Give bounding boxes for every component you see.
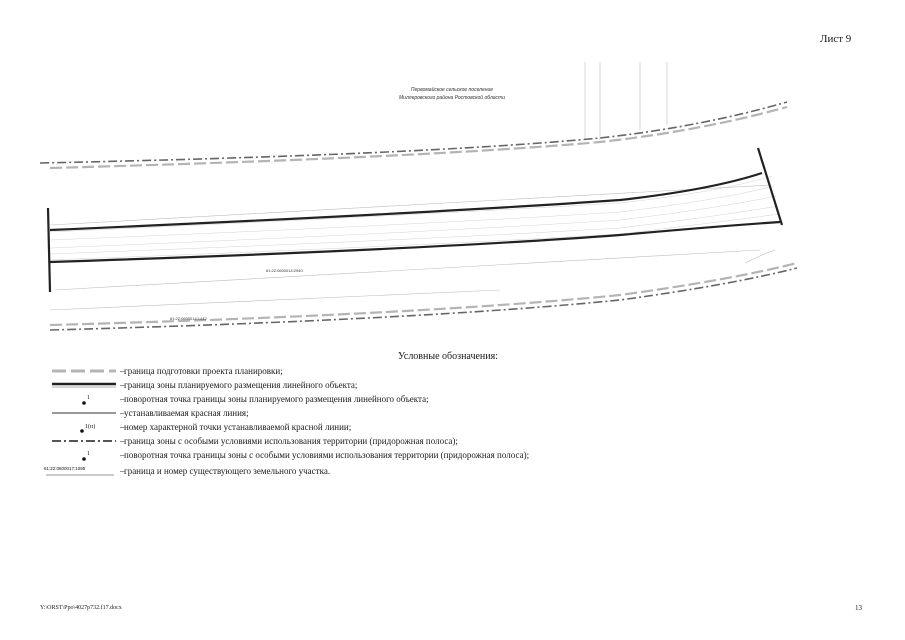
svg-text:1: 1: [87, 451, 90, 457]
planning-boundary-symbol: [40, 366, 120, 380]
parcel-number-lower: 61:22:0600014:1442: [170, 316, 207, 321]
legend-text: граница и номер существующего земельного участка.: [124, 466, 331, 476]
legend-text: граница зоны с особыми условиями использования территории (придорожная полоса);: [124, 436, 458, 446]
legend-item-roadside-turning-point: 1 – поворотная точка границы зоны с особыми условиями использования территории (придорожная полоса);: [40, 450, 640, 464]
red-line-symbol: [40, 408, 120, 422]
legend-item-red-line: – устанавливаемая красная линия;: [40, 408, 640, 422]
object-zone-symbol: [40, 380, 120, 394]
roadside-zone-symbol: [40, 436, 120, 450]
legend-text: граница зоны планируемого размещения линейного объекта;: [124, 380, 358, 390]
settlement-label-1: Первомайское сельское поселение: [410, 87, 494, 93]
turning-point-symbol: [40, 394, 120, 408]
sheet-number: Лист 9: [820, 33, 852, 45]
red-line-point-symbol: [40, 422, 120, 436]
roadside-zone-lines: [40, 102, 797, 330]
land-plot-symbol: [40, 466, 120, 480]
roadside-turning-point-symbol: [40, 450, 120, 464]
legend-text: номер характерной точки устанавливаемой красной линии;: [124, 422, 352, 432]
planning-boundary-lines: [50, 107, 797, 325]
object-zone-lines: [48, 148, 782, 292]
legend-item-land-plot: 61:22:0600017:1095 – граница и номер существующего земельного участка.: [40, 466, 640, 480]
legend-item-red-line-point: 1(п) – номер характерной точки устанавливаемой красной линии;: [40, 422, 640, 436]
parcel-number-upper: 61:22:0600014:2940: [266, 268, 303, 273]
legend-text: поворотная точка границы зоны планируемого размещения линейного объекта;: [124, 394, 429, 404]
legend-item-roadside-zone: – граница зоны с особыми условиями использования территории (придорожная полоса);: [40, 436, 640, 450]
legend-text: граница подготовки проекта планировки;: [124, 366, 283, 376]
legend-title: Условные обозначения:: [398, 351, 499, 362]
legend-item-planning-boundary: – граница подготовки проекта планировки;: [40, 366, 640, 380]
page-number: 13: [855, 604, 862, 612]
legend-text: устанавливаемая красная линия;: [124, 408, 249, 418]
settlement-label-2: Миллеровского района Ростовской области: [399, 95, 505, 101]
legend-text: поворотная точка границы зоны с особыми условиями использования территории (придорожная полоса);: [124, 450, 530, 460]
svg-text:61:22:0600017:1095: 61:22:0600017:1095: [44, 466, 86, 471]
legend-item-turning-point: 1 – поворотная точка границы зоны планируемого размещения линейного объекта;: [40, 394, 640, 408]
svg-text:1: 1: [87, 395, 90, 401]
legend-item-object-zone: – граница зоны планируемого размещения линейного объекта;: [40, 380, 640, 394]
svg-text:1(п): 1(п): [85, 424, 96, 430]
file-path: Y:\ORST\Ppo\4027p732.f17.docx: [40, 605, 122, 611]
